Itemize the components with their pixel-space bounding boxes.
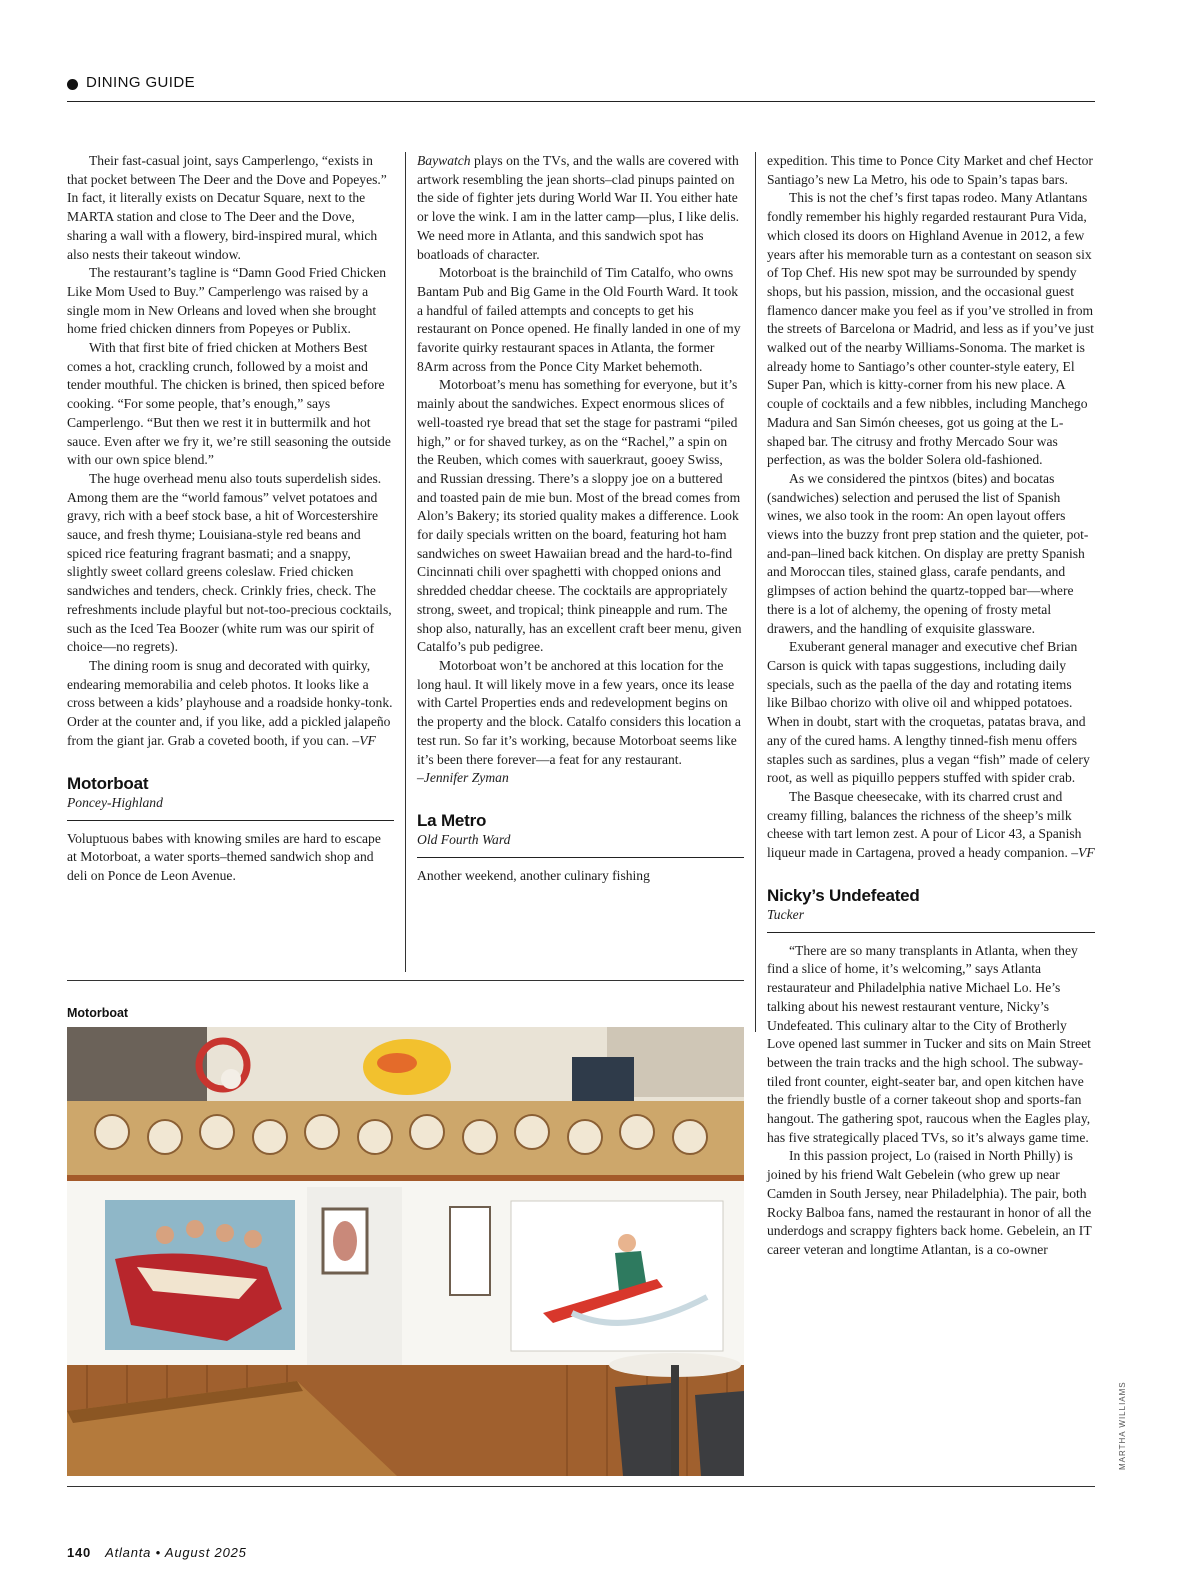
column-1 <box>67 152 394 886</box>
paragraph: This is not the chef’s first tapas rodeo. Many Atlantans fondly remember his highly regarded restaurant Pura Vida, which closed its doors on Highland Avenue in 2012, a few years after his memorable turn as a contestant on season six of Top Chef. His new spot may be surrounded by spendy shops, but his passion, mission, and the occasional guest flamenco dancer make you feel as if you’ve strolled in from the streets of Barcelona or Madrid, and less as if you’ve just walked out of the nearby Williams-Sonoma. The market is already home to Santiago’s other counter-style eatery, El Super Pan, which is kitty-corner from his new place. A couple of cocktails and a few nibbles, including Manchego Madura and San Simón cheeses, got us going at the L-shaped bar. The citrusy and frothy Mercado Sour was perfection, as was the bolder Solera old-fashioned. <box>767 190 1094 468</box>
column-divider <box>755 152 756 1032</box>
author-signature: –VF <box>1071 845 1095 861</box>
paragraph: Motorboat is the brainchild of Tim Catalfo, who owns Bantam Pub and Big Game in the Old Fourth Ward. It took a handful of failed attempts and concepts to get his restaurant on Ponce opened. He finally landed in one of my favorite quirky restaurant spaces in Atlanta, the former 8Arm across from the Ponce City Market behemoth. <box>417 265 741 374</box>
paragraph: As we considered the pintxos (bites) and bocatas (sandwiches) selection and perused the list of Spanish wines, we also took in the room: An open layout offers views into the buzzy front prep station and the quieter, pot-and-pan–lined back kitchen. On display are pretty Spanish and Moroccan tiles, stained glass, carafe pendants, and glimpses of action behind the quartz-topped bar—where there is a lot of alchemy, the opening of frosty metal drawers, and the handling of exquisite glassware. <box>767 470 1089 636</box>
paragraph: Their fast-casual joint, says Camperlengo, “exists in that pocket between The Deer and the Dove and Popeyes.” In fact, it literally exists on Decatur Square, next to the MARTA station and close to The Deer and the Dove, sharing a wall with a flowery, bird-inspired mural, which also nests their takeout window. <box>67 153 387 262</box>
restaurant-name: Nicky’s Undefeated <box>767 885 920 905</box>
paragraph: expedition. This time to Ponce City Market and chef Hector Santiago’s new La Metro, his ode to Spain’s tapas bars. <box>767 153 1093 187</box>
author-signature: –Jennifer Zyman <box>417 770 509 786</box>
paragraph: The huge overhead menu also touts superdelish sides. Among them are the “world famous” velvet potatoes and gravy, rich with a beef stock base, a hit of Worcestershire sauce, and fresh thyme; Louisiana-style red beans and spiced rice featuring fragrant basmati; and a snappy, slightly sweet collard greens coleslaw. Fried chicken sandwiches and tenders, check. Crinkly fries, check. The refreshments include playful but not-too-precious cocktails, such as the Iced Tea Boozer (white rum was our spirit of choice—no regrets). <box>67 470 392 655</box>
paragraph: With that first bite of fried chicken at Mothers Best comes a hot, crackling crunch, followed by a moist and tender mouthful. The chicken is brined, then spiced before cooking. “For some people, that’s enough,” says Camperlengo. “But then we rest it in buttermilk and hot sauce. Even after we fry it, we’re still seasoning the outside with our own spice blend.” <box>67 340 391 468</box>
photo-caption: Motorboat <box>67 1006 129 1020</box>
restaurant-heading-la-metro <box>417 810 744 858</box>
author-signature: –VF <box>352 732 376 748</box>
column-2 <box>417 152 744 886</box>
photo-bottom-rule <box>67 1486 1095 1487</box>
restaurant-neighborhood: Tucker <box>767 906 804 922</box>
paragraph: Motorboat won’t be anchored at this location for the long haul. It will likely move in a few years, once its lease with Cartel Properties ends and redevelopment begins on the property and the block. Catalfo considers this location a test run. So far it’s working, because Motorboat seems like it’s been there forever—a feat for any restaurant. <box>417 657 741 767</box>
bullet-icon <box>67 79 78 90</box>
paragraph: In this passion project, Lo (raised in North Philly) is joined by his friend Walt Gebelein (who grew up near Camden in South Jersey, near Philadelphia). The pair, both Rocky Balboa fans, named the restaurant in honor of all the underdogs and scrappy fighters back home. Gebelein, an IT career veteran and longtime Atlantan, is a co-owner <box>767 1148 1092 1257</box>
restaurant-name: La Metro <box>417 810 487 830</box>
column-3 <box>767 152 1095 1260</box>
photo-top-rule <box>67 980 744 981</box>
paragraph: Motorboat’s menu has something for everyone, but it’s mainly about the sandwiches. Expect enormous slices of well-toasted rye bread that set the stage for pastrami “piled high,” or for shaved turkey, as on the “Rachel,” a spin on the Reuben, which comes with sauerkraut, gooey Swiss, and Russian dressing. There’s a sloppy joe on a buttered and toasted pain de mie bun. Most of the bread comes from Alon’s Bakery; its storied quality makes a difference. Look for daily specials written on the board, featuring hot ham sandwiches on sweet Hawaiian bread and the hard-to-find Cincinnati chili over spaghetti with chopped onions and shredded cheddar cheese. The cocktails are appropriately strong, sweet, and tropical; think pineapple and rum. The shop also, naturally, has an excellent craft beer menu, given Catalfo’s pub pedigree. <box>417 377 742 655</box>
paragraph: The restaurant’s tagline is “Damn Good Fried Chicken Like Mom Used to Buy.” Camperlengo was raised by a single mom in New Orleans and loved when she brought home fried chicken dinners from Popeyes or Publix. <box>67 265 387 337</box>
page-footer <box>67 1545 247 1560</box>
restaurant-name: Motorboat <box>67 773 149 793</box>
paragraph-text: plays on the TVs, and the walls are covered with artwork resembling the jean shorts–clad pinups painted on the side of fighter jets during World War II. You either hate or love the wink. I am in the latter camp—plus, I like delis. We need more in Atlanta, and this sandwich spot has boatloads of character. <box>417 153 740 262</box>
section-label: DINING GUIDE <box>86 74 195 91</box>
column-divider <box>405 152 406 972</box>
show-title: Baywatch <box>417 153 471 168</box>
paragraph <box>417 152 744 264</box>
restaurant-neighborhood: Old Fourth Ward <box>417 831 511 847</box>
section-header <box>67 74 1095 102</box>
paragraph-text: The dining room is snug and decorated with quirky, endearing memorabilia and celeb photos. It looks like a cross between a kids’ playhouse and a roadside honky-tonk. Order at the counter and, if you like, add a pickled jalapeño from the giant jar. Grab a coveted booth, if you can. <box>67 657 393 748</box>
paragraph: Exuberant general manager and executive chef Brian Carson is quick with tapas suggestions, including daily specials, such as the paella of the day and rotating items like Bilbao chorizo with olive oil and whipped potatoes. When in doubt, start with the croquetas, patatas brava, and any of the cured hams. A lengthy tinned-fish menu offers staples such as sardines, plus a vegan “fish” made of celery root, as well as piquillo peppers stuffed with spider crab. <box>767 639 1090 786</box>
paragraph <box>767 788 1095 863</box>
paragraph <box>67 657 394 751</box>
restaurant-heading-nickys <box>767 885 1095 933</box>
paragraph: Voluptuous babes with knowing smiles are hard to escape at Motorboat, a water sports–themed sandwich shop and deli on Ponce de Leon Avenue. <box>67 830 381 883</box>
paragraph-text: The Basque cheesecake, with its charred crust and creamy filling, balances the richness of the sheep’s milk cheese with tart lemon zest. A pour of Licor 43, a Spanish liqueur made in Cartagena, proved a heady companion. <box>767 788 1082 861</box>
photo-credit: MARTHA WILLIAMS <box>1118 1381 1127 1470</box>
paragraph: Another weekend, another culinary fishing <box>417 867 650 883</box>
paragraph: “There are so many transplants in Atlanta, when they find a slice of home, it’s welcoming,” says Atlanta restaurateur and Philadelphia native Michael Lo. He’s talking about his newest restaurant venture, Nicky’s Undefeated. This culinary altar to the City of Brotherly Love opened last summer in Tucker and sits on Main Street between the train tracks and the high school. The subway-tiled front counter, eight-seater bar, and open kitchen have the friendly bustle of a corner takeout shop and sports-fan hangout. The gathering spot, raucous when the Eagles play, has five strategically placed TVs, so it’s always game time. <box>767 942 1091 1145</box>
publication-issue: Atlanta • August 2025 <box>105 1545 247 1560</box>
restaurant-neighborhood: Poncey-Highland <box>67 794 163 810</box>
restaurant-heading-motorboat <box>67 773 394 821</box>
restaurant-photo <box>67 1027 744 1476</box>
page-number: 140 <box>67 1545 92 1560</box>
